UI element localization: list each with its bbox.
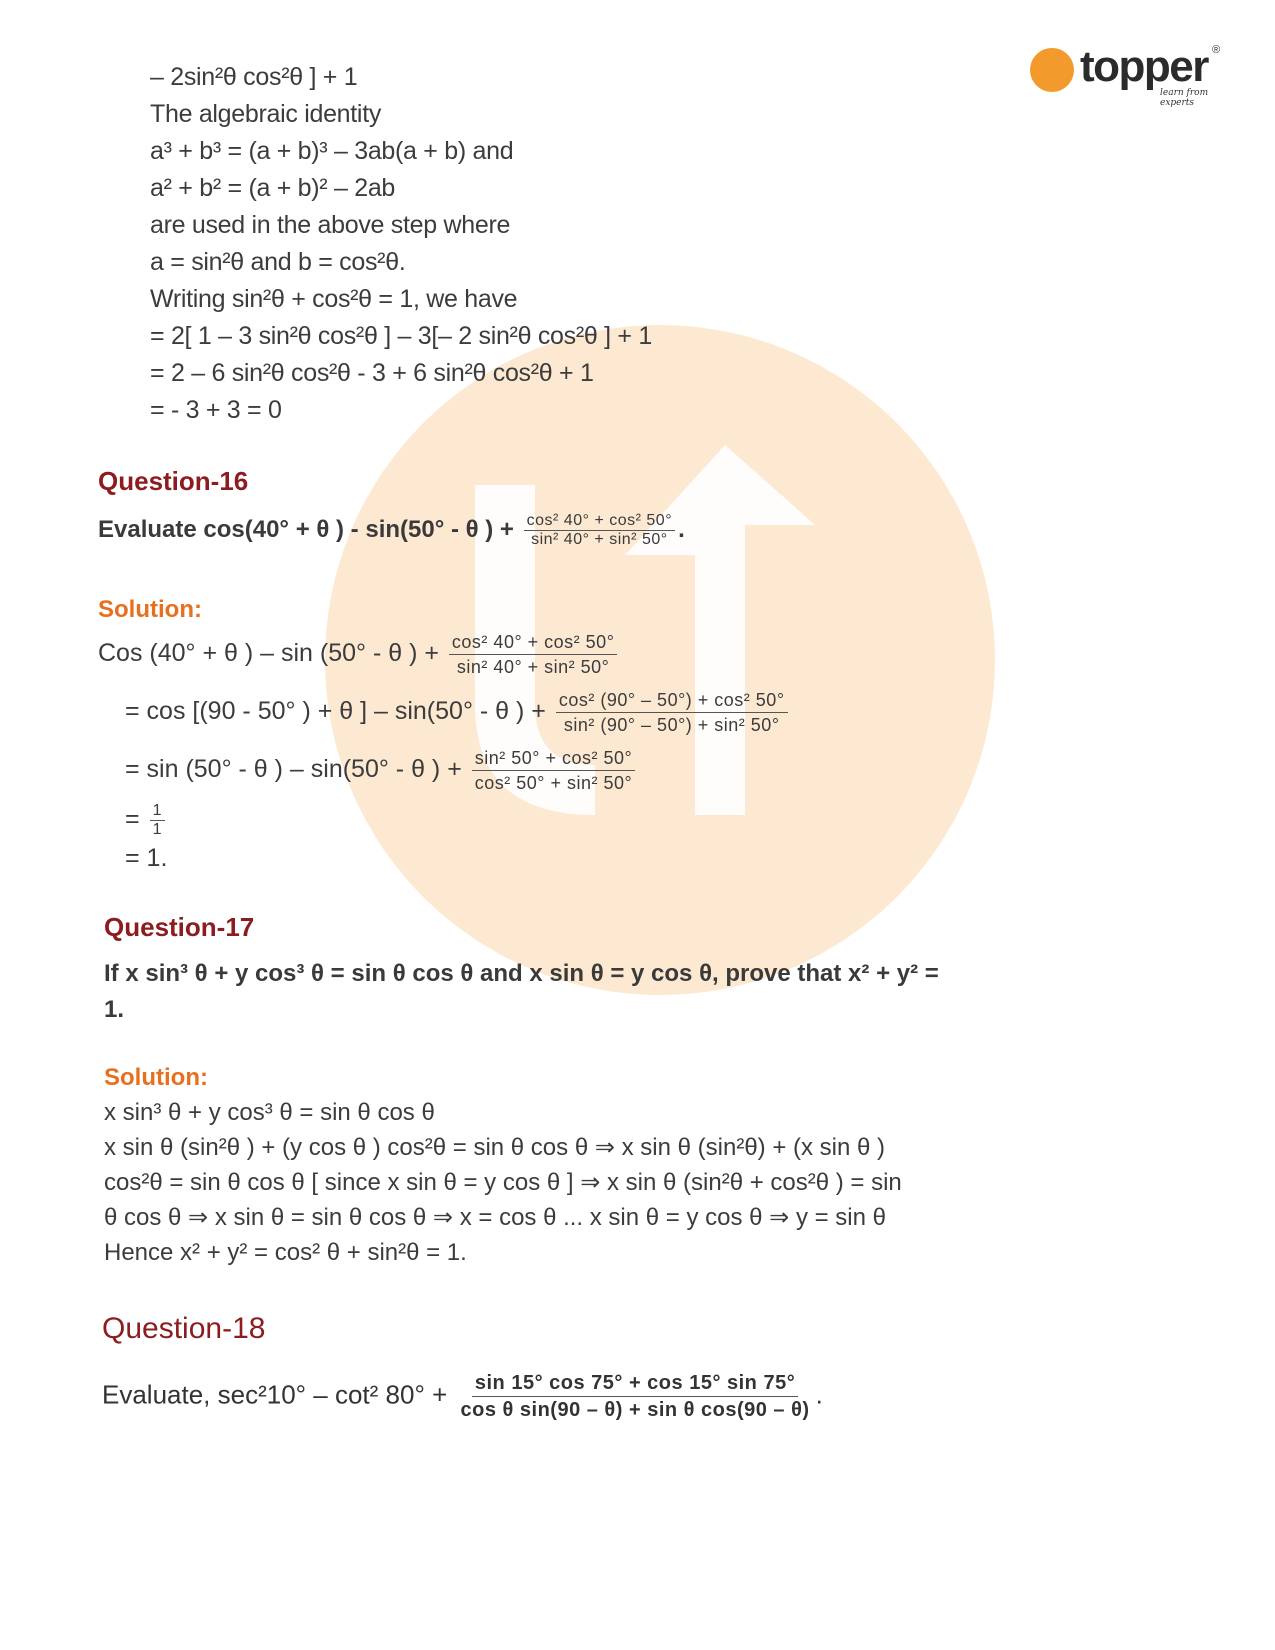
intro-line-8: = 2[ 1 – 3 sin²θ cos²θ ] – 3[– 2 sin²θ cos²θ ] + 1: [150, 322, 652, 350]
fraction-numerator: sin 15° cos 75° + cos 15° sin 75°: [472, 1370, 798, 1397]
step-3-fraction: [472, 746, 635, 795]
question-16-text: [98, 512, 685, 549]
solution-17-line-2: x sin θ (sin²θ ) + (y cos θ ) cos²θ = sin θ cos θ ⇒ x sin θ (sin²θ) + (x sin θ ): [104, 1134, 886, 1161]
logo-tagline: learn from experts: [1160, 88, 1209, 108]
intro-line-5: are used in the above step where: [150, 211, 511, 239]
question-17-text-line-1: If x sin³ θ + y cos³ θ = sin θ cos θ and x sin θ = y cos θ, prove that x² + y² =: [104, 960, 939, 987]
intro-line-9: = 2 – 6 sin²θ cos²θ - 3 + 6 sin²θ cos²θ + 1: [150, 359, 594, 387]
solution-17-line-1: x sin³ θ + y cos³ θ = sin θ cos θ: [104, 1099, 435, 1126]
intro-line-2: The algebraic identity: [150, 100, 382, 128]
logo-registered-mark: ®: [1212, 44, 1221, 56]
question-16-fraction: [524, 512, 675, 549]
solution-16-step-4: [125, 802, 168, 839]
question-16-heading: Question-16: [98, 466, 249, 496]
solution-17-line-3: cos²θ = sin θ cos θ [ since x sin θ = y cos θ ] ⇒ x sin θ (sin²θ + cos²θ ) = sin: [104, 1169, 902, 1196]
intro-line-7: Writing sin²θ + cos²θ = 1, we have: [150, 285, 518, 313]
intro-line-1: – 2sin²θ cos²θ ] + 1: [150, 63, 358, 91]
fraction-denominator: sin² 40° + sin² 50°: [531, 531, 668, 548]
step-4-prefix: =: [125, 805, 140, 834]
question-18-heading: Question-18: [102, 1312, 266, 1345]
intro-line-3: a³ + b³ = (a + b)³ – 3ab(a + b) and: [150, 137, 514, 165]
solution-16-step-5: = 1.: [125, 844, 168, 872]
intro-line-10: = - 3 + 3 = 0: [150, 396, 282, 424]
question-17-heading: Question-17: [104, 912, 255, 942]
solution-17-line-4: θ cos θ ⇒ x sin θ = sin θ cos θ ⇒ x = cos θ ... x sin θ = y cos θ ⇒ y = sin θ: [104, 1204, 887, 1231]
solution-16-step-3: [125, 746, 638, 795]
question-18-prefix: Evaluate, sec²10° – cot² 80° +: [102, 1379, 448, 1410]
fraction-numerator: cos² 40° + cos² 50°: [449, 630, 617, 655]
question-18-suffix: .: [815, 1379, 823, 1410]
logo-arrow-icon: [1030, 48, 1074, 92]
solution-17-line-5: Hence x² + y² = cos² θ + sin²θ = 1.: [104, 1239, 467, 1266]
fraction-numerator: sin² 50° + cos² 50°: [472, 746, 635, 771]
solution-16-step-1: [98, 630, 620, 679]
fraction-denominator: cos² 50° + sin² 50°: [474, 773, 633, 793]
fraction-numerator: cos² (90° – 50°) + cos² 50°: [556, 688, 788, 713]
step-1-prefix: Cos (40° + θ ) – sin (50° - θ ) +: [98, 639, 439, 668]
fraction-denominator: cos θ sin(90 – θ) + sin θ cos(90 – θ): [460, 1399, 810, 1421]
topper-logo: [1030, 42, 1230, 108]
question-18-text: [102, 1370, 823, 1423]
fraction-numerator: cos² 40° + cos² 50°: [524, 512, 675, 531]
question-17-text-line-2: 1.: [104, 996, 125, 1023]
intro-line-4: a² + b² = (a + b)² – 2ab: [150, 174, 396, 202]
step-4-fraction: [150, 802, 165, 839]
question-18-fraction: [458, 1370, 813, 1423]
step-3-prefix: = sin (50° - θ ) – sin(50° - θ ) +: [125, 755, 462, 784]
solution-16-label: Solution:: [98, 596, 202, 623]
solution-16-step-2: [125, 688, 791, 737]
intro-line-6: a = sin²θ and b = cos²θ.: [150, 248, 406, 276]
step-1-fraction: [449, 630, 617, 679]
step-2-prefix: = cos [(90 - 50° ) + θ ] – sin(50° - θ ) +: [125, 697, 546, 726]
question-16-suffix: .: [678, 515, 685, 543]
fraction-denominator: sin² (90° – 50°) + sin² 50°: [563, 715, 780, 735]
fraction-denominator: 1: [152, 821, 162, 838]
step-2-fraction: [556, 688, 788, 737]
fraction-numerator: 1: [150, 802, 165, 821]
fraction-denominator: sin² 40° + sin² 50°: [456, 657, 610, 677]
question-16-prefix: Evaluate cos(40° + θ ) - sin(50° - θ ) +: [98, 515, 514, 543]
logo-text: topper: [1080, 42, 1208, 91]
solution-17-label: Solution:: [104, 1064, 208, 1091]
